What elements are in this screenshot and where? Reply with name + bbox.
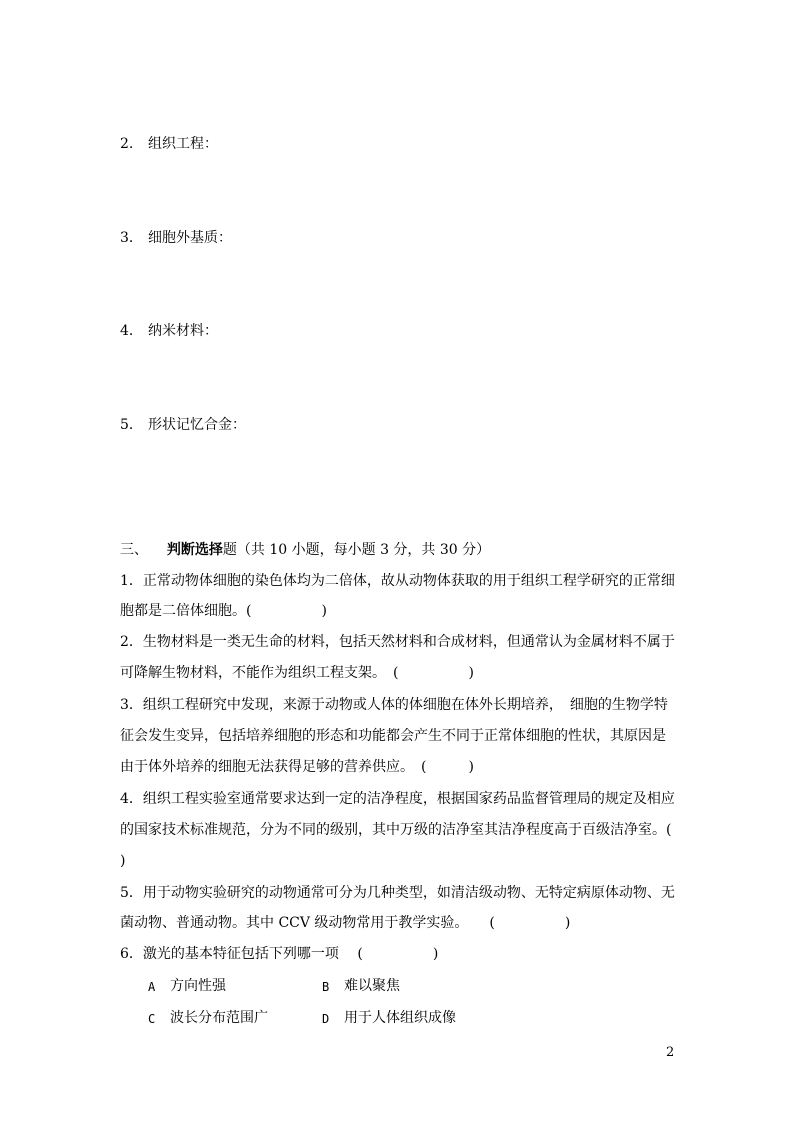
option-text: 波长分布范围广 — [170, 1010, 268, 1026]
section-number: 三、 — [120, 542, 148, 558]
question-line: 可降解生物材料，不能作为组织工程支架。 ( ) — [120, 665, 474, 681]
definition-number: 4． — [120, 323, 143, 339]
section-title-bold: 判断选择 — [166, 542, 223, 558]
section-heading — [120, 540, 490, 560]
definition-number: 5． — [120, 417, 143, 433]
definition-term: 细胞外基质： — [148, 230, 232, 246]
question-line: 菌动物、普通动物。其中 CCV 级动物常用于教学实验。 ( ) — [120, 915, 571, 931]
option-text: 用于人体组织成像 — [344, 1010, 456, 1026]
question-stem: 6．激光的基本特征包括下列哪一项 ( ) — [120, 946, 439, 962]
question-line: 胞都是二倍体细胞。( ) — [120, 603, 327, 619]
option-letter: C — [148, 1012, 156, 1026]
question-line: 由于体外培养的细胞无法获得足够的营养供应。 ( ) — [120, 759, 474, 775]
question-line: 5．用于动物实验研究的动物通常可分为几种类型，如清洁级动物、无特定病原体动物、无 — [120, 885, 675, 901]
section-title-rest: 题（共 10 小题，每小题 3 分，共 30 分） — [222, 542, 491, 558]
option-letter: D — [322, 1012, 330, 1026]
question-line: 的国家技术标准规范，分为不同的级别，其中万级的洁净室其洁净程度高于百级洁净室。( — [120, 822, 672, 838]
option-text: 方向性强 — [170, 978, 226, 994]
option-letter: A — [148, 980, 156, 994]
question-line: 3．组织工程研究中发现，来源于动物或人体的体细胞在体外长期培养， 细胞的生物学特 — [120, 697, 668, 713]
question-line: 1．正常动物体细胞的染色体均为二倍体，故从动物体获取的用于组织工程学研究的正常细 — [120, 573, 675, 589]
question-line: 2．生物材料是一类无生命的材料，包括天然材料和合成材料，但通常认为金属材料不属于 — [120, 634, 675, 650]
definition-number: 2. — [120, 136, 134, 152]
definition-term: 形状记忆合金： — [148, 417, 246, 433]
option-letter: B — [322, 980, 330, 994]
page-number: 2 — [666, 1045, 675, 1060]
question-line: 4．组织工程实验室通常要求达到一定的洁净程度，根据国家药品监督管理局的规定及相应 — [120, 791, 675, 807]
question-line: 征会发生变异，包括培养细胞的形态和功能都会产生不同于正常体细胞的性状，其原因是 — [120, 728, 666, 744]
option-text: 难以聚焦 — [344, 978, 400, 994]
definition-term: 组织工程： — [148, 136, 218, 152]
definition-number: 3． — [120, 230, 143, 246]
definition-term: 纳米材料： — [148, 323, 218, 339]
question-line: ) — [120, 853, 126, 869]
